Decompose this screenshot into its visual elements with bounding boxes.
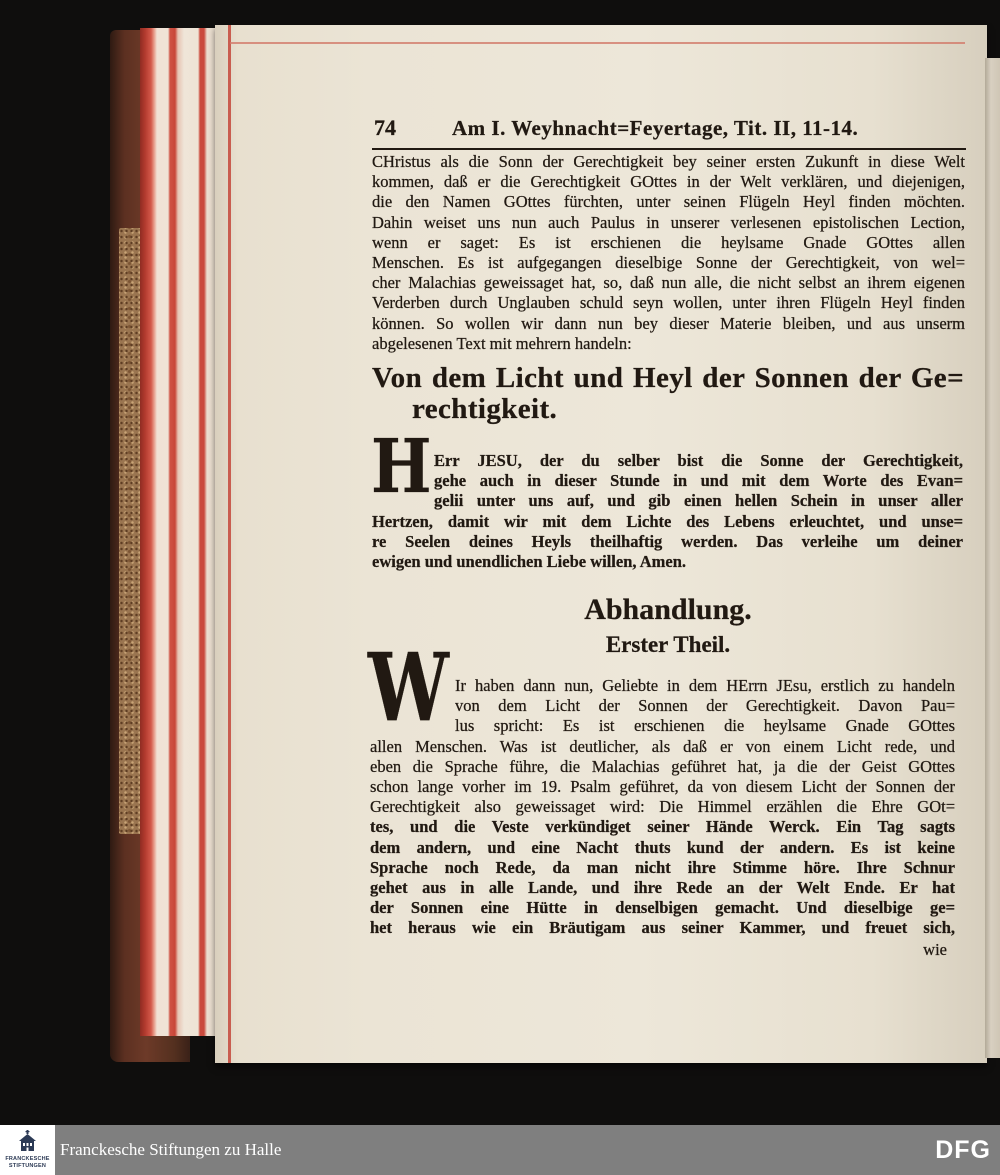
text-line: tes, und die Veste verkündiget seiner Hände Werck. Ein Tag sagts bbox=[370, 817, 955, 837]
logo-text-line: FRANCKESCHE bbox=[5, 1156, 50, 1162]
text-line: CHristus als die Sonn der Gerechtigkeit bey seiner ersten Zukunft in diese Welt bbox=[372, 152, 965, 171]
text-line: Hertzen, damit wir mit dem Lichte des Lebens erleuchtet, und unse= bbox=[372, 511, 963, 531]
text-line: het heraus wie ein Bräutigam aus seiner Kammer, und freuet sich, bbox=[370, 918, 955, 938]
text-line: der Sonnen eine Hütte in denselbigen gemacht. Und dieselbige ge= bbox=[370, 898, 955, 918]
text-line: cher Malachias geweissaget hat, so, daß nun alle, die nicht selbst an ihrem eigenen bbox=[372, 273, 965, 293]
drop-cap-initial: W bbox=[368, 631, 449, 743]
page-edge-line-top bbox=[230, 42, 965, 44]
heading-line: Von dem Licht und Heyl der Sonnen der Ge= bbox=[372, 363, 964, 394]
next-leaf-edge bbox=[985, 58, 1000, 1058]
institution-name: Franckesche Stiftungen zu Halle bbox=[60, 1140, 282, 1159]
text-line: die den Namen GOttes fürchten, unter seinen Flügeln Heyl finden möchten. bbox=[372, 192, 965, 212]
text-line: können. So wollen wir dann nun bey dieser Materie bleiben, und aus unserm bbox=[372, 313, 965, 333]
page-edge-line-left bbox=[228, 25, 231, 1063]
red-page-edges bbox=[140, 28, 218, 1036]
text-line: Ir haben dann nun, Geliebte in dem HErrn JEsu, erstlich zu handeln bbox=[455, 676, 955, 695]
text-line: dem andern, und eine Nacht thuts kund der andern. Es ist keine bbox=[370, 837, 955, 857]
dfg-logo: DFG bbox=[935, 1136, 991, 1164]
drop-cap-initial: H bbox=[371, 424, 432, 511]
text-line: von dem Licht der Sonnen der Gerechtigkeit. Davon Pau= bbox=[455, 696, 955, 716]
text-line: wenn er saget: Es ist erschienen die heylsame Gnade GOttes allen bbox=[372, 232, 965, 252]
sermon-heading bbox=[372, 363, 964, 425]
page-number: 74 bbox=[374, 115, 396, 140]
text-line: ewigen und unendlichen Liebe willen, Amen. bbox=[372, 551, 687, 571]
text-line: kommen, daß er die Gerechtigkeit GOttes in der Welt verklären, und diejenigen, bbox=[372, 172, 965, 192]
text-line: Gerechtigkeit also geweissaget wird: Die Himmel erzählen die Ehre GOt= bbox=[370, 797, 955, 817]
text-line: Dahin weiset uns nun auch Paulus in unserer verlesenen epistolischen Lection, bbox=[372, 212, 965, 232]
text-line: Menschen. Es ist aufgegangen dieselbige Sonne der Gerechtigkeit, von wel= bbox=[372, 252, 965, 272]
footer-bar bbox=[0, 1125, 1000, 1175]
part-one-paragraph bbox=[370, 676, 955, 938]
text-line: re Seelen deines Heyls theilhaftig werden. Das verleihe um deiner bbox=[372, 531, 963, 551]
text-line: gehe auch in dieser Stunde in und mit dem Worte des Evan= bbox=[434, 471, 963, 491]
text-line: gehet aus in alle Lande, und ihre Rede an der Welt Ende. Er hat bbox=[370, 877, 955, 897]
text-line: schon lange vorher im 19. Psalm geführet, da von diesem Licht der Sonnen der bbox=[370, 776, 955, 796]
part-title: Erster Theil. bbox=[605, 632, 731, 657]
running-head: Am I. Weyhnacht=Feyertage, Tit. II, 11-14. bbox=[452, 116, 859, 140]
text-line: eben die Sprache führe, die Malachias geführet hat, ja die der Geist GOttes bbox=[370, 756, 955, 776]
section-title: Abhandlung. bbox=[584, 593, 752, 626]
prayer-paragraph bbox=[372, 451, 963, 572]
text-line: allen Menschen. Was ist deutlicher, als daß er von einem Licht rede, und bbox=[370, 736, 955, 756]
heading-line: rechtigkeit. bbox=[412, 394, 558, 425]
text-line: Verderben durch Unglauben schuld seyn wollen, unter ihren Flügeln Heyl finden bbox=[372, 293, 965, 313]
running-head-rule bbox=[372, 148, 966, 150]
catchword: wie bbox=[923, 940, 947, 959]
foundation-emblem-icon bbox=[18, 1130, 37, 1152]
text-line: Err JESU, der du selber bist die Sonne der Gerechtigkeit, bbox=[434, 451, 963, 470]
text-line: abgelesenen Text mit mehrern handeln: bbox=[372, 333, 632, 353]
logo-text-line: STIFTUNGEN bbox=[8, 1163, 47, 1169]
text-line: lus spricht: Es ist erschienen die heylsame Gnade GOttes bbox=[455, 716, 955, 736]
foundation-logo bbox=[0, 1125, 55, 1175]
text-line: Sprache noch Rede, da man nicht ihre Stimme höre. Ihre Schnur bbox=[370, 857, 955, 877]
intro-paragraph bbox=[372, 152, 965, 354]
text-line: gelii unter uns auf, und gib einen hellen Schein in unser aller bbox=[434, 491, 963, 511]
